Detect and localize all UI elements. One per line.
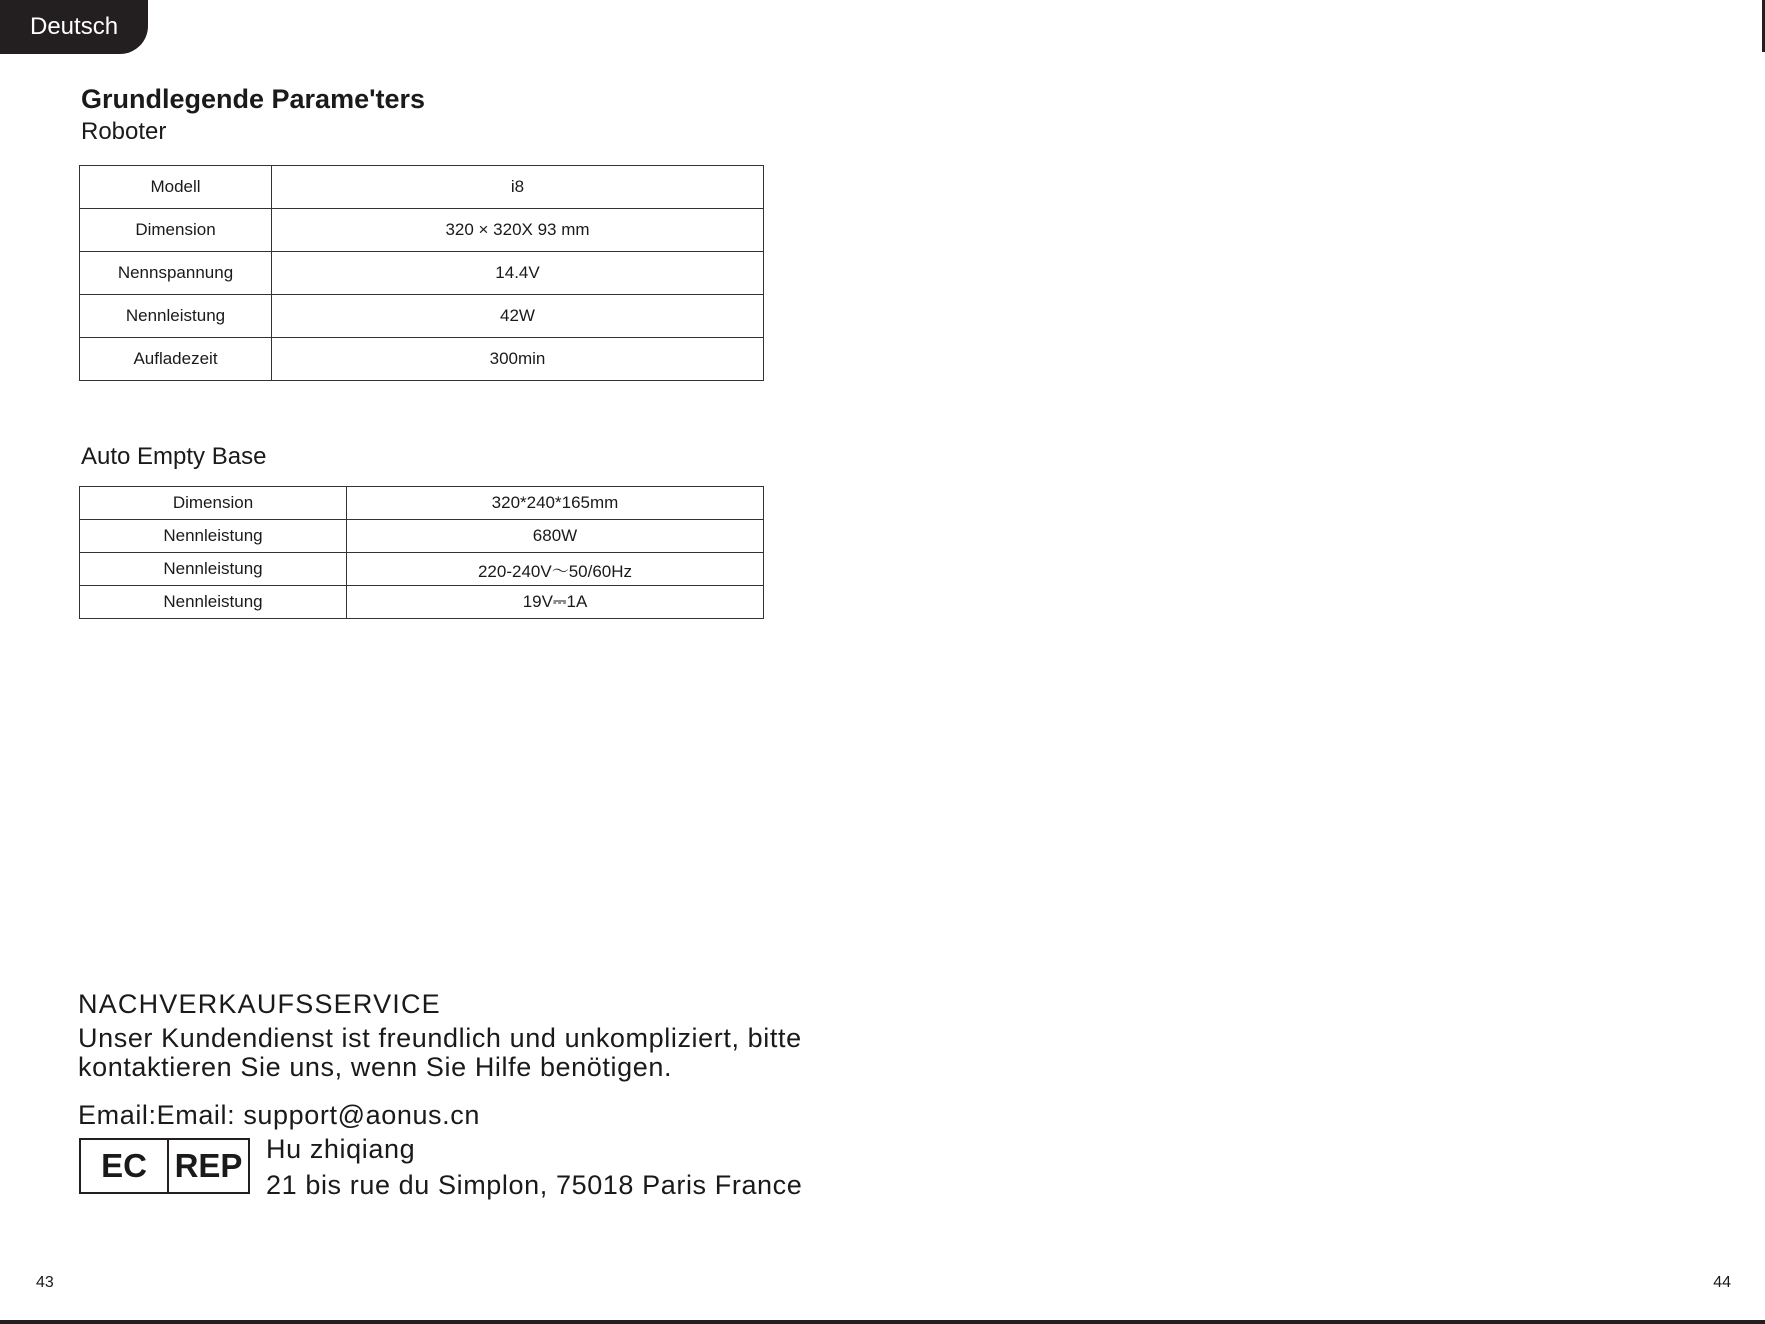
service-title: NACHVERKAUFSSERVICE	[78, 989, 441, 1019]
spec-label: Nennleistung	[80, 520, 347, 553]
spec-value: 320*240*165mm	[347, 487, 764, 520]
base-section-title: Auto Empty Base	[81, 443, 267, 470]
spec-value: 320 × 320X 93 mm	[272, 209, 764, 252]
table-row	[80, 252, 764, 295]
spec-label: Dimension	[80, 487, 347, 520]
page-title: Grundlegende Parame'ters	[81, 84, 426, 114]
table-row	[80, 209, 764, 252]
robot-spec-table	[79, 165, 764, 381]
spec-value: 220-240V～50/60Hz	[347, 553, 764, 586]
spec-label: Modell	[80, 166, 272, 209]
table-row	[80, 295, 764, 338]
spec-value: 680W	[347, 520, 764, 553]
table-row	[80, 166, 764, 209]
service-text-line: kontaktieren Sie uns, wenn Sie Hilfe benötigen.	[78, 1052, 673, 1082]
ec-rep-symbol	[79, 1138, 250, 1194]
spec-value: 300min	[272, 338, 764, 381]
spec-value: 42W	[272, 295, 764, 338]
spec-value: i8	[272, 166, 764, 209]
base-spec-table	[79, 486, 764, 619]
spec-label: Dimension	[80, 209, 272, 252]
robot-section-title: Roboter	[81, 118, 167, 145]
representative-name: Hu zhiqiang	[266, 1134, 416, 1164]
table-row	[80, 338, 764, 381]
service-text-line: Unser Kundendienst ist freundlich und unkompliziert, bitte	[78, 1023, 802, 1053]
bottom-border	[0, 1320, 1765, 1324]
spec-label: Nennleistung	[80, 553, 347, 586]
table-row	[80, 553, 764, 586]
spec-label: Aufladezeit	[80, 338, 272, 381]
language-tab: Deutsch	[0, 0, 148, 54]
spec-label: Nennleistung	[80, 586, 347, 619]
table-row	[80, 520, 764, 553]
rep-label: REP	[174, 1147, 243, 1184]
service-description	[78, 1024, 838, 1082]
support-email: Email:Email: support@aonus.cn	[78, 1100, 480, 1130]
spec-label: Nennleistung	[80, 295, 272, 338]
page-number-right: 44	[1713, 1274, 1731, 1291]
spec-label: Nennspannung	[80, 252, 272, 295]
table-row	[80, 487, 764, 520]
ec-label: EC	[81, 1140, 169, 1192]
spec-value: 19V⎓1A	[347, 586, 764, 619]
table-row	[80, 586, 764, 619]
spec-value: 14.4V	[272, 252, 764, 295]
page-number-left: 43	[36, 1274, 54, 1291]
representative-address: 21 bis rue du Simplon, 75018 Paris France	[266, 1170, 803, 1200]
